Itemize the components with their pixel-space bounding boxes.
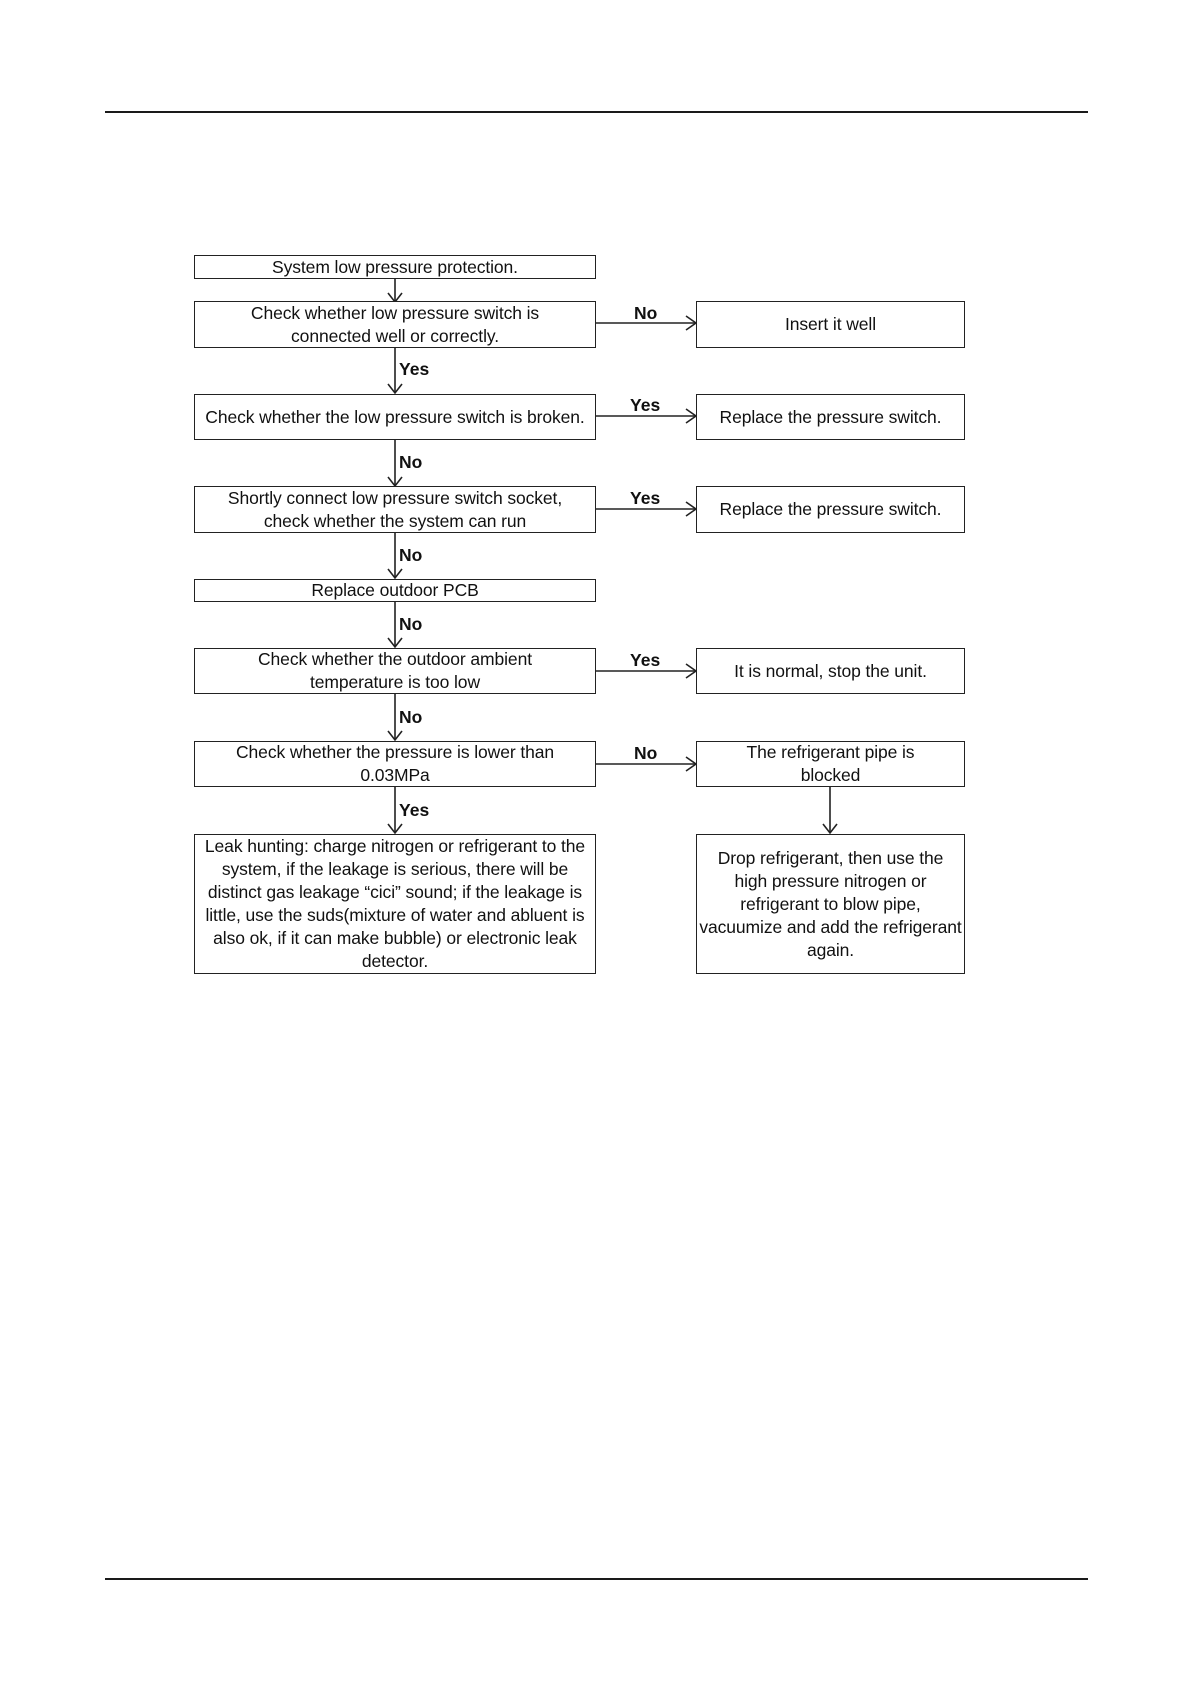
edge-label-connected-no: No bbox=[634, 303, 658, 323]
footer-rule bbox=[105, 1578, 1088, 1580]
node-replace-outdoor-pcb bbox=[194, 579, 596, 602]
edge-label-broken-no: No bbox=[399, 452, 423, 472]
edge-label-short-no: No bbox=[399, 545, 423, 565]
node-short-connect bbox=[194, 486, 596, 533]
edge-label-broken-yes: Yes bbox=[630, 395, 661, 415]
node-drop-refrigerant bbox=[696, 834, 965, 974]
node-text: Replace outdoor PCB bbox=[311, 580, 479, 600]
edge-label-pressure-yes: Yes bbox=[399, 800, 430, 820]
node-leak-hunting bbox=[194, 834, 596, 974]
node-check-ambient bbox=[194, 648, 596, 694]
node-text: Check whether the low pressure switch is broken. bbox=[205, 406, 585, 427]
node-replace-switch-1 bbox=[696, 394, 965, 440]
edge-label-short-yes: Yes bbox=[630, 488, 661, 508]
edge-label-connected-yes: Yes bbox=[399, 359, 430, 379]
node-check-connected bbox=[194, 301, 596, 348]
node-pipe-blocked bbox=[696, 741, 965, 787]
node-text: Check whether the pressure is lower than 0.03MPa bbox=[236, 742, 554, 785]
node-text: Shortly connect low pressure switch socket, check whether the system can run bbox=[227, 487, 563, 531]
node-text: Replace the pressure switch. bbox=[719, 499, 942, 519]
edge-label-pcb-no: No bbox=[399, 614, 423, 634]
node-normal-stop bbox=[696, 648, 965, 694]
node-text: Drop refrigerant, then use the high pressure nitrogen or refrigerant to blow pipe, vacuumize and add the refrigerant again. bbox=[699, 847, 962, 960]
node-text: Check whether the outdoor ambient temperature is too low bbox=[258, 649, 532, 692]
node-replace-switch-2 bbox=[696, 486, 965, 533]
node-check-pressure bbox=[194, 741, 596, 787]
edge-label-ambient-no: No bbox=[399, 707, 423, 727]
node-text: It is normal, stop the unit. bbox=[734, 660, 927, 681]
node-text: Replace the pressure switch. bbox=[719, 406, 942, 427]
edge-label-pressure-no: No bbox=[634, 743, 658, 763]
node-text: Check whether low pressure switch is connected well or correctly. bbox=[250, 302, 540, 346]
node-text: Leak hunting: charge nitrogen or refrigerant to the system, if the leakage is serious, there will be distinct gas leakage “cici” sound; if the leakage is little, use the suds(mixture of water and abluent is also ok, if it can make bubble) or electronic leak detector. bbox=[204, 836, 586, 971]
node-check-broken bbox=[194, 394, 596, 440]
node-text: Insert it well bbox=[785, 314, 876, 334]
node-text: The refrigerant pipe is blocked bbox=[746, 742, 915, 785]
node-system-low-pressure bbox=[194, 255, 596, 279]
node-text: System low pressure protection. bbox=[272, 256, 518, 277]
edge-label-ambient-yes: Yes bbox=[630, 650, 661, 670]
node-insert-it-well bbox=[696, 301, 965, 348]
